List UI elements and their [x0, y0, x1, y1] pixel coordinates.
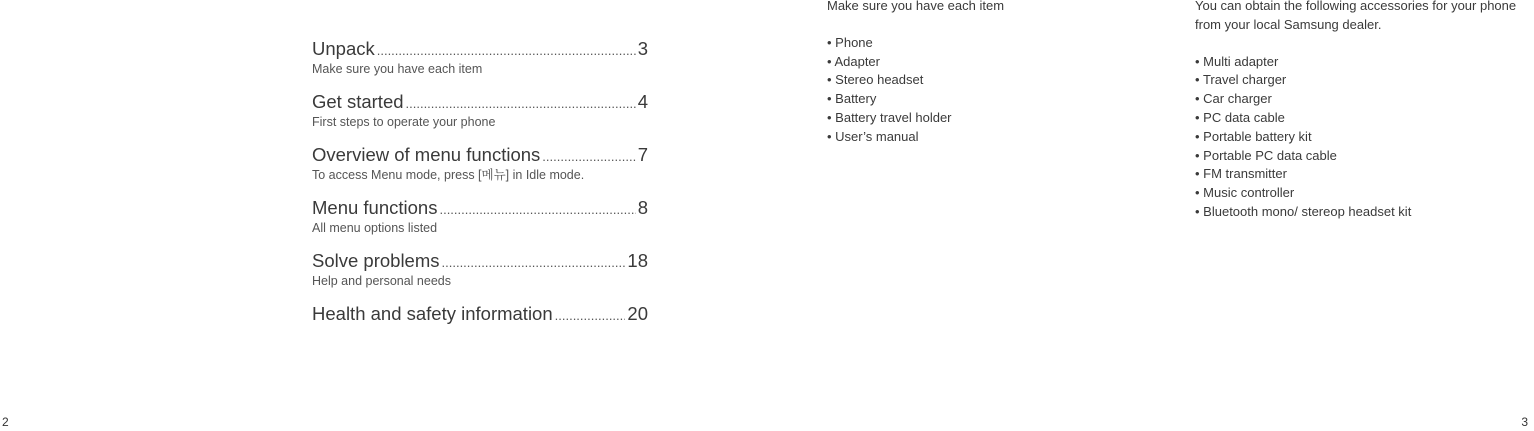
toc-entry-line [312, 250, 648, 274]
unpack-section [827, 0, 1127, 147]
toc-dot-leader [406, 93, 636, 115]
toc-dot-leader [439, 199, 635, 221]
toc-dot-leader [555, 305, 626, 327]
list-item: • Adapter [827, 53, 1127, 72]
toc-entry-page: 7 [637, 144, 648, 165]
toc-entry-overview[interactable] [312, 144, 648, 182]
toc-entry-solve-problems[interactable] [312, 250, 648, 288]
toc-entry-subtitle: All menu options listed [312, 221, 438, 235]
toc-entry-health-safety[interactable] [312, 303, 648, 327]
toc-dot-leader [442, 252, 626, 274]
toc-entry-title: Unpack [312, 38, 375, 59]
toc-entry-title: Solve problems [312, 250, 440, 271]
toc-entry-menu-functions[interactable] [312, 197, 648, 235]
list-item: • Bluetooth mono/ stereop headset kit [1195, 203, 1534, 222]
unpack-intro: Make sure you have each item [827, 0, 1005, 13]
toc-entry-title: Get started [312, 91, 404, 112]
toc-entry-subtitle: To access Menu mode, press [메뉴] in Idle mode. [312, 168, 585, 182]
list-item: • Portable PC data cable [1195, 147, 1534, 166]
toc-dot-leader [542, 146, 635, 168]
toc-entry-line [312, 38, 648, 62]
list-item: • Stereo headset [827, 71, 1127, 90]
list-item: • PC data cable [1195, 109, 1534, 128]
accessories-item-list [1195, 53, 1534, 222]
toc-entry-title: Health and safety information [312, 303, 553, 324]
toc-entry-page: 20 [627, 303, 648, 324]
accessories-section [1195, 0, 1534, 222]
accessories-intro: You can obtain the following accessories for your phone from your local Samsung dealer. [1195, 0, 1517, 32]
list-item: • Car charger [1195, 90, 1534, 109]
list-item: • Battery travel holder [827, 109, 1127, 128]
toc-entry-get-started[interactable] [312, 91, 648, 129]
toc-entry-line [312, 91, 648, 115]
toc-dot-leader [377, 40, 636, 62]
list-item: • Phone [827, 34, 1127, 53]
page-number-left: 2 [2, 415, 9, 429]
toc-entry-subtitle: Make sure you have each item [312, 62, 483, 76]
toc-entry-page: 8 [637, 197, 648, 218]
list-item: • Portable battery kit [1195, 128, 1534, 147]
toc-entry-subtitle: Help and personal needs [312, 274, 451, 288]
table-of-contents [312, 38, 648, 342]
list-item: • User’s manual [827, 128, 1127, 147]
list-item: • Music controller [1195, 184, 1534, 203]
page-number-right: 3 [1521, 415, 1528, 429]
unpack-item-list [827, 34, 1127, 147]
list-item: • FM transmitter [1195, 165, 1534, 184]
toc-entry-page: 4 [637, 91, 648, 112]
list-item: • Travel charger [1195, 71, 1534, 90]
toc-entry-title: Menu functions [312, 197, 438, 218]
toc-entry-line [312, 144, 648, 168]
list-item: • Battery [827, 90, 1127, 109]
toc-entry-line [312, 303, 648, 327]
toc-entry-subtitle: First steps to operate your phone [312, 115, 496, 129]
toc-entry-unpack[interactable] [312, 38, 648, 76]
toc-entry-line [312, 197, 648, 221]
toc-entry-page: 18 [627, 250, 648, 271]
right-page [767, 0, 1534, 431]
toc-entry-page: 3 [637, 38, 648, 59]
toc-entry-title: Overview of menu functions [312, 144, 541, 165]
list-item: • Multi adapter [1195, 53, 1534, 72]
